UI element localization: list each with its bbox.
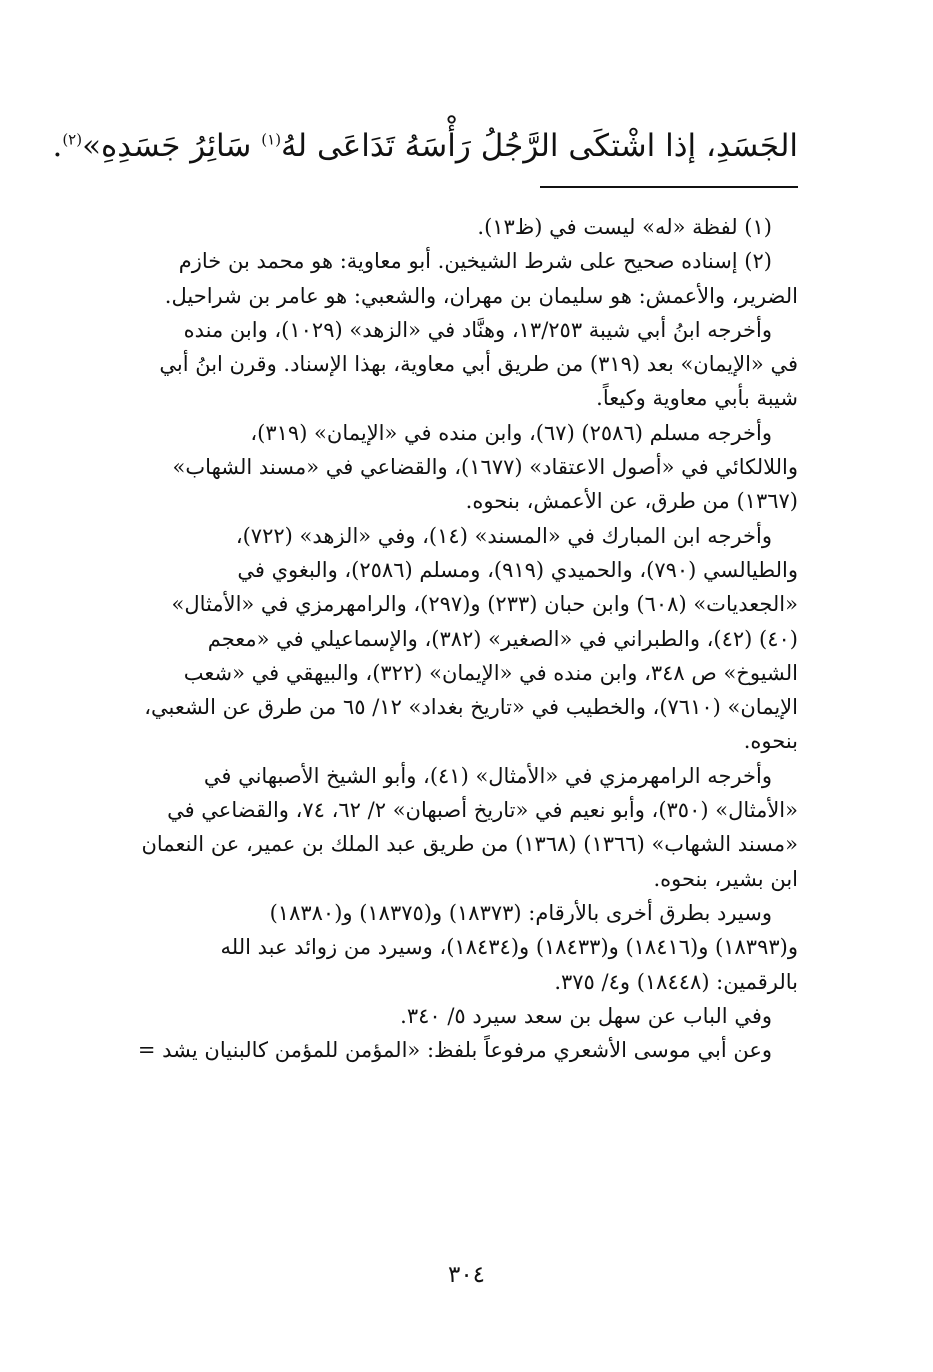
footnote-line: «الجعديات» (٦٠٨) وابن حبان (٢٣٣) و(٢٩٧)، والرامهرمزي في «الأمثال» <box>171 592 798 617</box>
page-number: ٣٠٤ <box>447 1262 486 1288</box>
footnote-line: شيبة بأبي معاوية وكيعاً. <box>596 386 798 411</box>
footnote-line: الشيوخ» ص ٣٤٨، وابن منده في «الإيمان» (٣٢٢)، والبيهقي في «شعب <box>183 660 798 685</box>
footnote-line: (١٣٦٧) من طرق، عن الأعمش، بنحوه. <box>465 489 798 514</box>
footnote-line: وفي الباب عن سهل بن سعد سيرد ٥/ ٣٤٠. <box>400 1003 772 1028</box>
footnote-marker-1: (١) <box>261 130 282 149</box>
footnote-line: بالرقمين: (١٨٤٤٨) و٤/ ٣٧٥. <box>554 969 798 994</box>
footnote-line: (١) لفظة «له» ليست في (ظ١٣). <box>477 215 772 239</box>
footnote-line: وأخرجه الرامهرمزي في «الأمثال» (٤١)، وأبو الشيخ الأصبهاني في <box>203 763 772 788</box>
footnote-line: وسيرد بطرق أخرى بالأرقام: (١٨٣٧٣) و(١٨٣٧٥) و(١٨٣٨٠) <box>269 900 772 925</box>
footnote-line: و(١٨٣٩٣) و(١٨٤١٦) و(١٨٤٣٣) و(١٨٤٣٤)، وسيرد من زوائد عبد الله <box>220 935 798 960</box>
footnote-line: بنحوه. <box>743 729 798 754</box>
footnote-line: وعن أبي موسى الأشعري مرفوعاً بلفظ: «المؤمن للمؤمن كالبنيان يشد = <box>137 1038 772 1063</box>
footnote-separator <box>540 186 798 188</box>
footnote-line: وأخرجه ابن المبارك في «المسند» (١٤)، وفي «الزهد» (٧٢٢)، <box>235 523 772 548</box>
footnote-line: (٢) إسناده صحيح على شرط الشيخين. أبو معاوية: هو محمد بن خازم <box>178 249 772 274</box>
hadith-text-end: . <box>52 128 63 164</box>
footnote-line: الضرير، والأعمش: هو سليمان بن مهران، والشعبي: هو عامر بن شراحيل. <box>164 283 798 308</box>
footnote-line: وأخرجه ابنُ أبي شيبة ١٣/٢٥٣، وهنَّاد في «الزهد» (١٠٢٩)، وابن منده <box>183 317 772 342</box>
hadith-text-part1: الجَسَدِ، إذا اشْتكَى الرَّجُلُ رَأْسَهُ تَدَاعَى لهُ <box>281 128 798 164</box>
footnote-marker-2: (٢) <box>62 130 83 149</box>
footnote-line: (٤٠) (٤٢)، والطبراني في «الصغير» (٣٨٢)، والإسماعيلي في «معجم <box>207 626 798 651</box>
footnotes-section <box>108 210 798 1067</box>
hadith-text-part2: سَائِرُ جَسَدِهِ» <box>82 128 262 164</box>
footnote-line: في «الإيمان» بعد (٣١٩) من طريق أبي معاوية، بهذا الإسناد. وقرن ابنُ أبي <box>159 352 798 377</box>
footnote-line: وأخرجه مسلم (٢٥٨٦) (٦٧)، وابن منده في «الإيمان» (٣١٩)، <box>250 420 772 445</box>
footnote-line: «مسند الشهاب» (١٣٦٦) (١٣٦٨) من طريق عبد الملك بن عمير، عن النعمان <box>141 832 798 857</box>
hadith-text-line <box>52 118 798 174</box>
footnote-line: «الأمثال» (٣٥٠)، وأبو نعيم في «تاريخ أصبهان» ٢/ ٦٢، ٧٤، والقضاعي في <box>167 798 798 823</box>
footnote-line: والطيالسي (٧٩٠)، والحميدي (٩١٩)، ومسلم (٢٥٨٦)، والبغوي في <box>237 557 798 582</box>
footnote-line: واللالكائي في «أصول الاعتقاد» (١٦٧٧)، والقضاعي في «مسند الشهاب» <box>172 455 798 480</box>
footnote-line: ابن بشير، بنحوه. <box>653 866 798 891</box>
footnote-line: الإيمان» (٧٦١٠)، والخطيب في «تاريخ بغداد» ١٢/ ٦٥ من طرق عن الشعبي، <box>144 695 798 720</box>
